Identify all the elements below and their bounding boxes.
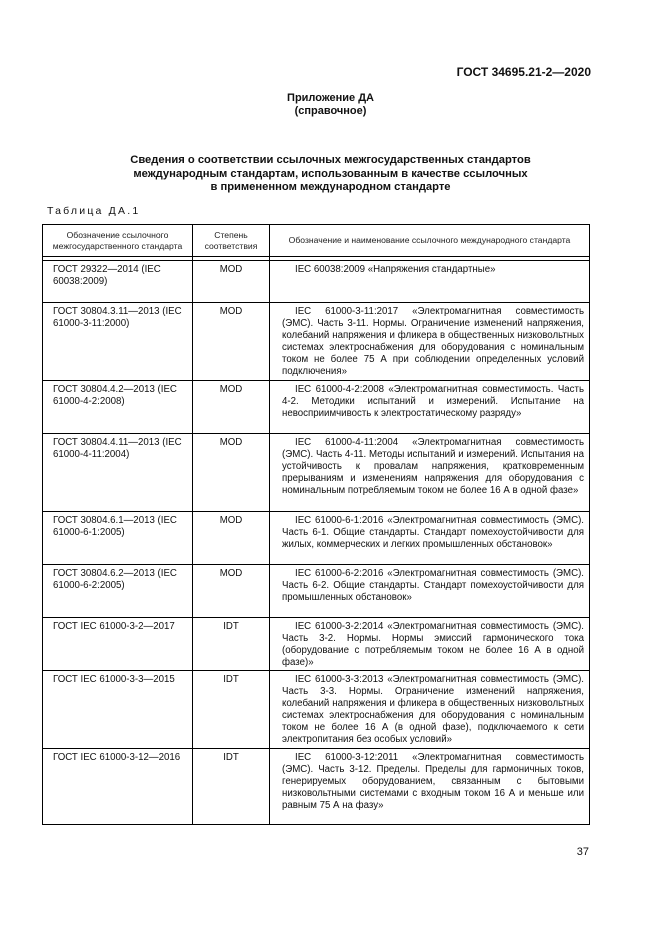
row-degree: IDT xyxy=(193,671,270,749)
row-degree: MOD xyxy=(193,565,270,618)
row-desc xyxy=(270,381,590,434)
table-row xyxy=(43,381,590,434)
row-desc-text: IEC 61000-3-2:2014 «Электромагнитная совместимость (ЭМС). Часть 3-2. Нормы. Нормы эмиссий гармонического тока (оборудование с потребляемым током не более 16 А в одной фазе)» xyxy=(282,621,584,669)
header-ref: Обозначение ссылочного межгосударственного стандарта xyxy=(43,225,193,257)
row-ref: ГОСТ 30804.3.11—2013 (IEC 61000-3-11:2000) xyxy=(43,303,193,381)
document-number: ГОСТ 34695.21-2—2020 xyxy=(456,65,591,79)
row-desc xyxy=(270,565,590,618)
page-number: 37 xyxy=(576,846,589,858)
row-ref: ГОСТ 30804.4.11—2013 (IEC 61000-4-11:2004) xyxy=(43,434,193,512)
row-desc-text: IEC 61000-6-2:2016 «Электромагнитная совместимость (ЭМС). Часть 6-2. Общие стандарты. Стандарт помехоустойчивости для промышленных обстановок» xyxy=(282,568,584,604)
row-ref: ГОСТ IEC 61000-3-12—2016 xyxy=(43,749,193,825)
row-desc-text: IEC 61000-4-2:2008 «Электромагнитная совместимость. Часть 4-2. Методики испытаний и измерений. Испытание на невосприимчивость к электростатическому разряду» xyxy=(282,384,584,420)
row-ref: ГОСТ 30804.6.2—2013 (IEC 61000-6-2:2005) xyxy=(43,565,193,618)
row-ref: ГОСТ 29322—2014 (IEC 60038:2009) xyxy=(43,261,193,303)
header-desc: Обозначение и наименование ссылочного международного стандарта xyxy=(270,225,590,257)
row-degree: IDT xyxy=(193,618,270,671)
appendix-title: Приложение ДА xyxy=(287,92,374,104)
table-row xyxy=(43,671,590,749)
row-desc xyxy=(270,303,590,381)
row-ref: ГОСТ IEC 61000-3-2—2017 xyxy=(43,618,193,671)
row-ref: ГОСТ 30804.4.2—2013 (IEC 61000-4-2:2008) xyxy=(43,381,193,434)
table-header-row xyxy=(43,225,590,257)
table-row xyxy=(43,749,590,825)
table-caption: Таблица ДА.1 xyxy=(47,205,141,217)
row-desc-text: IEC 61000-3-11:2017 «Электромагнитная совместимость (ЭМС). Часть 3-11. Нормы. Ограничение изменений напряжения, колебаний напряжения и фликера в общественных низковольтных системах электроснабжения для оборудования с номинальным током не более 75 А при соблюдении определенных условий подключения» xyxy=(282,306,584,378)
row-desc xyxy=(270,512,590,565)
table-row xyxy=(43,303,590,381)
row-degree: MOD xyxy=(193,434,270,512)
section-title-line: Сведения о соответствии ссылочных межгосударственных стандартов xyxy=(130,154,531,166)
appendix-heading xyxy=(0,92,661,118)
table-row xyxy=(43,618,590,671)
row-ref: ГОСТ IEC 61000-3-3—2015 xyxy=(43,671,193,749)
table-row xyxy=(43,512,590,565)
table-row xyxy=(43,261,590,303)
table-row xyxy=(43,565,590,618)
row-desc xyxy=(270,671,590,749)
row-ref: ГОСТ 30804.6.1—2013 (IEC 61000-6-1:2005) xyxy=(43,512,193,565)
correspondence-table xyxy=(42,224,590,825)
row-desc-text: IEC 60038:2009 «Напряжения стандартные» xyxy=(295,264,496,275)
row-desc-text: IEC 61000-4-11:2004 «Электромагнитная совместимость (ЭМС). Часть 4-11. Методы испытаний и измерений. Испытания на устойчивость к провалам напряжения, кратковременным прерываниям и изменениям напряжения для оборудования с номинальным потребляемым током не более 16 А в одной фазе» xyxy=(282,437,584,497)
section-title-line: в примененном международном стандарте xyxy=(210,181,451,193)
row-desc xyxy=(270,618,590,671)
row-desc-text: IEC 61000-3-12:2011 «Электромагнитная совместимость (ЭМС). Часть 3-12. Пределы. Пределы для гармоничных токов, генерируемых оборудованием, связанным с бытовыми низковольтными системами с входным током 16 А и меньше или равным 75 А на фазу» xyxy=(282,752,584,812)
row-degree: MOD xyxy=(193,303,270,381)
row-degree: MOD xyxy=(193,261,270,303)
header-degree: Степень соответствия xyxy=(193,225,270,257)
row-desc xyxy=(270,434,590,512)
row-desc xyxy=(270,261,590,303)
row-desc-text: IEC 61000-3-3:2013 «Электромагнитная совместимость (ЭМС). Часть 3-3. Нормы. Ограничение изменений напряжения, колебаний напряжения и фликера в общественных низковольтных системах электроснабжения для оборудования с номинальным током не более 16 А (в одной фазе), подключаемого к сети электропитания без особых условий» xyxy=(282,674,584,746)
section-title-line: международным стандартам, использованным в качестве ссылочных xyxy=(133,167,528,180)
row-desc-text: IEC 61000-6-1:2016 «Электромагнитная совместимость (ЭМС). Часть 6-1. Общие стандарты. Стандарт помехоустойчивости для жилых, коммерческих и легких промышленных обстановок» xyxy=(282,515,584,551)
appendix-subtitle: (справочное) xyxy=(294,105,367,117)
row-degree: MOD xyxy=(193,512,270,565)
table-row xyxy=(43,434,590,512)
row-desc xyxy=(270,749,590,825)
row-degree: MOD xyxy=(193,381,270,434)
section-title xyxy=(0,154,661,195)
row-degree: IDT xyxy=(193,749,270,825)
